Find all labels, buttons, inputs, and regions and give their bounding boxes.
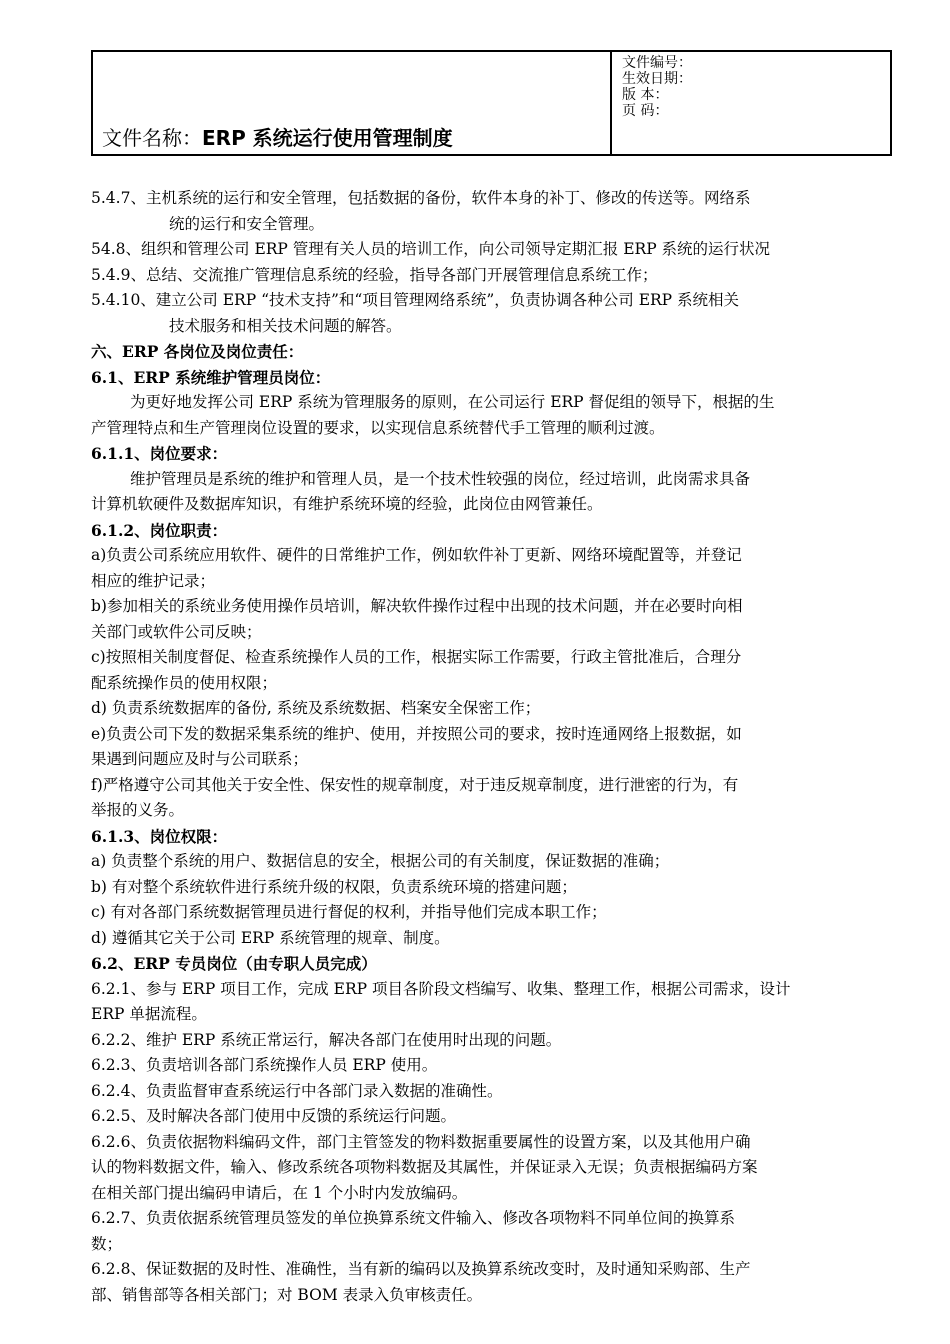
text-line: 数； <box>91 1234 123 1253</box>
text-line: 认的物料数据文件，输入、修改系统各项物料数据及其属性，并保证录入无误；负责根据编码方案 <box>91 1158 758 1176</box>
text-line: 维护管理员是系统的维护和管理人员，是一个技术性较强的岗位，经过培训，此岗需求具备 <box>130 469 751 488</box>
text-line: c) 有对各部门系统数据管理员进行督促的权利，并指导他们完成本职工作； <box>91 903 607 921</box>
text-line: 6.2.2、维护 ERP 系统正常运行，解决各部门在使用时出现的问题。 <box>91 1030 562 1049</box>
text-line: d) 遵循其它关于公司 ERP 系统管理的规章、制度。 <box>91 928 450 947</box>
header-meta-cell <box>612 52 890 154</box>
text-line: 相应的维护记录； <box>91 571 216 590</box>
text-line: 关部门或软件公司反映； <box>91 622 262 641</box>
text-line: 5.4.10、建立公司 ERP “技术支持”和“项目管理网络系统”，负责协调各种公司 ERP 系统相关 <box>91 291 740 309</box>
text-line: 6.2.8、保证数据的及时性、准确性，当有新的编码以及换算系统改变时，及时通知采购部、生产 <box>91 1260 751 1278</box>
meta-effective-date: 生效日期： <box>622 71 692 87</box>
text-line: b)参加相关的系统业务使用操作员培训，解决软件操作过程中出现的技术问题，并在必要时向相 <box>91 597 743 615</box>
text-line: 6.1.2、岗位职责： <box>91 520 228 540</box>
text-line: 技术服务和相关技术问题的解答。 <box>169 316 402 335</box>
text-line: b) 有对整个系统软件进行系统升级的权限，负责系统环境的搭建问题； <box>91 877 577 896</box>
text-line: 5.4.7、主机系统的运行和安全管理，包括数据的备份，软件本身的补丁、修改的传送等。网络系 <box>91 189 751 207</box>
meta-file-number: 文件编号： <box>622 55 692 71</box>
meta-version: 版 本： <box>622 87 669 103</box>
text-line: 6.2.6、负责依据物料编码文件，部门主管签发的物料数据重要属性的设置方案，以及其他用户确 <box>91 1132 751 1151</box>
text-line: ERP 单据流程。 <box>91 1005 207 1023</box>
document-header-table <box>91 50 892 156</box>
document-title-value: ERP 系统运行使用管理制度 <box>202 126 453 150</box>
text-line: 配系统操作员的使用权限； <box>91 673 278 692</box>
text-line: 计算机软硬件及数据库知识，有维护系统环境的经验，此岗位由网管兼任。 <box>91 495 603 513</box>
text-line: 6.1.3、岗位权限： <box>91 826 228 846</box>
text-line: 六、ERP 各岗位及岗位责任： <box>91 342 304 361</box>
text-line: 6.2.7、负责依据系统管理员签发的单位换算系统文件输入、修改各项物料不同单位间的换算系 <box>91 1209 735 1227</box>
text-line: 产管理特点和生产管理岗位设置的要求，以实现信息系统替代手工管理的顺利过渡。 <box>91 418 665 437</box>
text-line: 6.1.1、岗位要求： <box>91 444 228 463</box>
text-line: f)严格遵守公司其他关于安全性、保安性的规章制度，对于违反规章制度，进行泄密的行为，有 <box>91 775 739 794</box>
document-title-label: 文件名称： <box>102 126 202 150</box>
text-line: 6.2.4、负责监督审查系统运行中各部门录入数据的准确性。 <box>91 1081 503 1100</box>
text-line: 为更好地发挥公司 ERP 系统为管理服务的原则，在公司运行 ERP 督促组的领导下，根据的生 <box>130 393 775 411</box>
text-line: 5.4.9、总结、交流推广管理信息系统的经验，指导各部门开展管理信息系统工作； <box>91 265 658 284</box>
text-line: 54.8、组织和管理公司 ERP 管理有关人员的培训工作，向公司领导定期汇报 ERP 系统的运行状况 <box>91 240 771 258</box>
text-line: 举报的义务。 <box>91 801 185 819</box>
document-body <box>91 186 886 1308</box>
text-line: c)按照相关制度督促、检查系统操作人员的工作，根据实际工作需要，行政主管批准后，合理分 <box>91 648 742 666</box>
text-line: 6.2.5、及时解决各部门使用中反馈的系统运行问题。 <box>91 1107 456 1125</box>
text-line: 在相关部门提出编码申请后，在 1 个小时内发放编码。 <box>91 1183 468 1202</box>
text-line: e)负责公司下发的数据采集系统的维护、使用，并按照公司的要求，按时连通网络上报数据，如 <box>91 724 742 743</box>
text-line: 6.1、ERP 系统维护管理员岗位： <box>91 367 331 387</box>
header-title-cell <box>93 52 612 154</box>
text-line: a)负责公司系统应用软件、硬件的日常维护工作，例如软件补丁更新、网络环境配置等，并登记 <box>91 546 742 564</box>
text-line: 果遇到问题应及时与公司联系； <box>91 750 309 768</box>
text-line: 6.2.1、参与 ERP 项目工作，完成 ERP 项目各阶段文档编写、收集、整理工作，根据公司需求，设计 <box>91 979 791 998</box>
text-line: a) 负责整个系统的用户、数据信息的安全，根据公司的有关制度，保证数据的准确； <box>91 852 670 870</box>
text-line: d) 负责系统数据库的备份, 系统及系统数据、档案安全保密工作； <box>91 699 541 717</box>
text-line: 6.2、ERP 专员岗位（由专职人员完成） <box>91 954 377 973</box>
meta-page-number: 页 码： <box>622 103 669 119</box>
text-line: 6.2.3、负责培训各部门系统操作人员 ERP 使用。 <box>91 1056 438 1074</box>
document-title <box>102 122 453 151</box>
text-line: 统的运行和安全管理。 <box>169 214 325 233</box>
text-line: 部、销售部等各相关部门；对 BOM 表录入负审核责任。 <box>91 1285 483 1304</box>
